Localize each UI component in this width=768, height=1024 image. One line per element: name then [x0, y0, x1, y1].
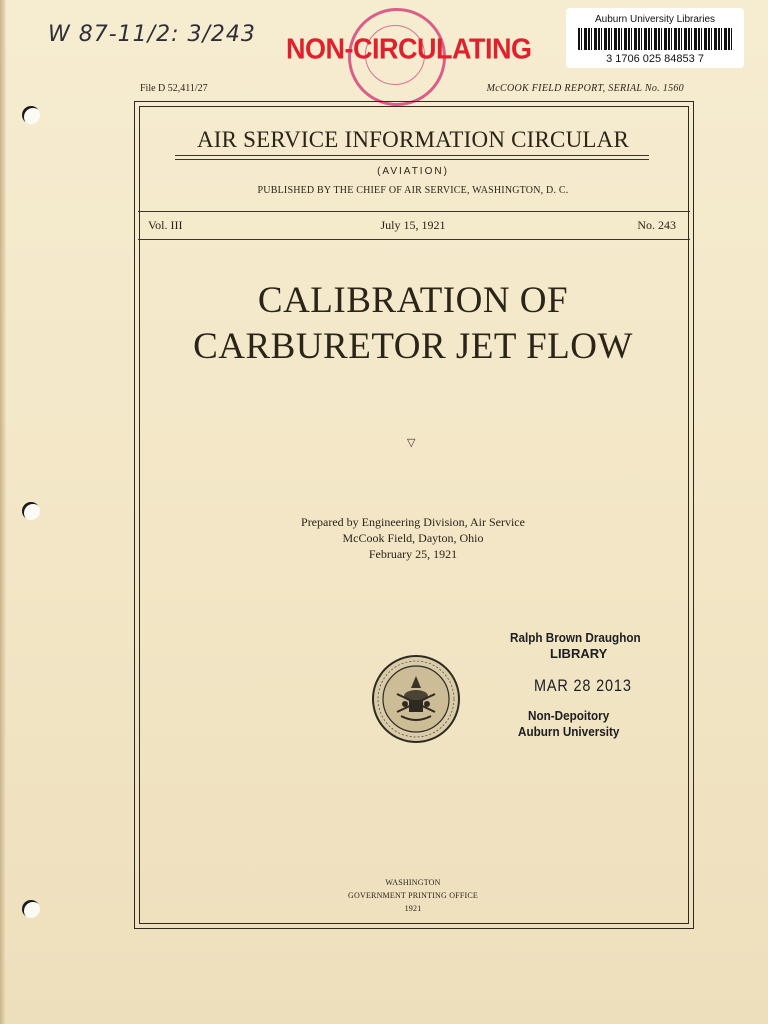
triangle-ornament-icon: ▽: [407, 437, 416, 449]
prepared-line-2: McCook Field, Dayton, Ohio: [342, 531, 484, 545]
library-stamp-status: Non-Depoitory: [528, 708, 610, 723]
prepared-by-block: [134, 514, 692, 562]
punch-hole: [22, 900, 40, 918]
publisher-line: PUBLISHED BY THE CHIEF OF AIR SERVICE, WASHINGTON, D. C.: [257, 185, 569, 196]
divider: [138, 239, 690, 240]
imprint-city: WASHINGTON: [385, 878, 441, 887]
library-stamp-institution: Auburn University: [518, 724, 620, 739]
title-line-2: CARBURETOR JET FLOW: [193, 326, 633, 367]
printer-imprint: [134, 876, 692, 915]
divider: [175, 155, 649, 156]
barcode-icon: [578, 28, 732, 50]
divider: [175, 159, 649, 160]
prepared-line-3: February 25, 1921: [368, 547, 458, 561]
imprint-year: 1921: [404, 904, 422, 913]
barcode-number: 3 1706 025 84853 7: [606, 53, 704, 65]
punch-hole: [22, 106, 40, 124]
war-office-seal-icon: [371, 654, 461, 744]
circular-subtitle: (AVIATION): [377, 166, 449, 177]
volume-number: Vol. III: [148, 218, 183, 232]
circular-title: AIR SERVICE INFORMATION CIRCULAR: [196, 127, 629, 152]
barcode-library-name: Auburn University Libraries: [594, 14, 716, 25]
handwritten-call-number: W 87-11/2: 3/243: [48, 22, 256, 47]
document-title: [134, 278, 692, 370]
divider: [138, 211, 690, 212]
serial-number: McCOOK FIELD REPORT, SERIAL No. 1560: [486, 83, 684, 94]
page-edge: [0, 0, 6, 1024]
punch-hole: [22, 502, 40, 520]
seal-graphic: [371, 654, 461, 744]
barcode-label: [566, 8, 744, 68]
imprint-printer: GOVERNMENT PRINTING OFFICE: [348, 891, 478, 900]
issue-date: July 15, 1921: [380, 218, 446, 232]
title-line-1: CALIBRATION OF: [257, 280, 569, 321]
prepared-line-1: Prepared by Engineering Division, Air Service: [301, 515, 525, 529]
non-circulating-stamp: NON-CIRCULATING: [286, 33, 532, 65]
library-stamp-name: Ralph Brown Draughon: [510, 630, 641, 645]
library-stamp-label: LIBRARY: [550, 646, 608, 661]
issue-number: No. 243: [637, 218, 676, 232]
file-number: File D 52,411/27: [140, 83, 208, 94]
library-stamp-date: MAR 28 2013: [534, 676, 632, 695]
